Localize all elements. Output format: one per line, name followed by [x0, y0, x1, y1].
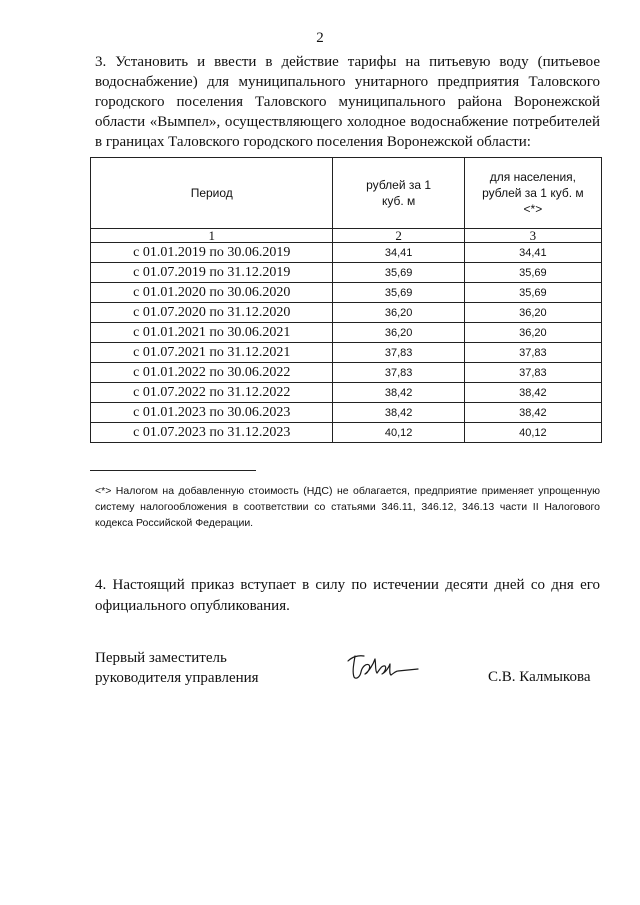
- population-cell: 37,83: [464, 363, 601, 383]
- header-population-label: для населения, рублей за 1 куб. м <*>: [482, 170, 584, 216]
- population-cell: 37,83: [464, 343, 601, 363]
- column-number: 2: [333, 229, 464, 243]
- table-row: [91, 403, 602, 423]
- period-cell: с 01.01.2021 по 30.06.2021: [91, 323, 333, 343]
- signer-title-line-2: руководителя управления: [95, 670, 259, 686]
- table-row: [91, 363, 602, 383]
- population-cell: 38,42: [464, 383, 601, 403]
- rub-cell: 37,83: [333, 343, 464, 363]
- table-row: [91, 303, 602, 323]
- period-cell: с 01.07.2019 по 31.12.2019: [91, 263, 333, 283]
- period-cell: с 01.01.2020 по 30.06.2020: [91, 283, 333, 303]
- handwritten-signature: [342, 647, 420, 687]
- header-population: [464, 158, 601, 229]
- paragraph-4: 4. Настоящий приказ вступает в силу по истечении десяти дней со дня его официального опубликования.: [95, 577, 600, 614]
- population-cell: 35,69: [464, 263, 601, 283]
- header-period: Период: [91, 158, 333, 229]
- period-cell: с 01.07.2020 по 31.12.2020: [91, 303, 333, 323]
- rub-cell: 38,42: [333, 383, 464, 403]
- page-number: 2: [316, 30, 324, 46]
- header-rub-label: рублей за 1 куб. м: [366, 178, 432, 208]
- population-cell: 36,20: [464, 323, 601, 343]
- signer-title: [95, 648, 259, 688]
- header-rub: [333, 158, 464, 229]
- rub-cell: 36,20: [333, 303, 464, 323]
- period-cell: с 01.07.2023 по 31.12.2023: [91, 423, 333, 443]
- footnote: <*> Налогом на добавленную стоимость (НДС) не облагается, предприятие применяет упрощенную систему налогообложения в соответствии со статьями 346.11, 346.12, 346.13 части II Налогового кодекса Российской Федерации.: [95, 485, 600, 529]
- period-cell: с 01.01.2019 по 30.06.2019: [91, 243, 333, 263]
- table-row: [91, 323, 602, 343]
- rub-cell: 35,69: [333, 263, 464, 283]
- table-row: [91, 283, 602, 303]
- period-cell: с 01.01.2022 по 30.06.2022: [91, 363, 333, 383]
- period-cell: с 01.07.2021 по 31.12.2021: [91, 343, 333, 363]
- period-cell: с 01.07.2022 по 31.12.2022: [91, 383, 333, 403]
- rub-cell: 40,12: [333, 423, 464, 443]
- population-cell: 40,12: [464, 423, 601, 443]
- signer-name: С.В. Калмыкова: [488, 669, 591, 685]
- population-cell: 34,41: [464, 243, 601, 263]
- table-row: [91, 383, 602, 403]
- rub-cell: 37,83: [333, 363, 464, 383]
- rub-cell: 36,20: [333, 323, 464, 343]
- signer-title-line-1: Первый заместитель: [95, 650, 227, 666]
- footnote-divider: [90, 470, 256, 471]
- period-cell: с 01.01.2023 по 30.06.2023: [91, 403, 333, 423]
- population-cell: 36,20: [464, 303, 601, 323]
- column-number: 1: [91, 229, 333, 243]
- tariff-table: [90, 157, 602, 443]
- column-number-row: [91, 229, 602, 243]
- population-cell: 35,69: [464, 283, 601, 303]
- population-cell: 38,42: [464, 403, 601, 423]
- rub-cell: 35,69: [333, 283, 464, 303]
- rub-cell: 38,42: [333, 403, 464, 423]
- table-row: [91, 343, 602, 363]
- rub-cell: 34,41: [333, 243, 464, 263]
- table-row: [91, 263, 602, 283]
- table-header-row: [91, 158, 602, 229]
- table-row: [91, 243, 602, 263]
- table-row: [91, 423, 602, 443]
- paragraph-3: 3. Установить и ввести в действие тарифы на питьевую воду (питьевое водоснабжение) для муниципального унитарного предприятия Таловского городского поселения Таловского муниципального района Воронежской области «Вымпел», осуществляющего холодное водоснабжение потребителей в границах Таловского городского поселения Воронежской области:: [95, 54, 600, 150]
- column-number: 3: [464, 229, 601, 243]
